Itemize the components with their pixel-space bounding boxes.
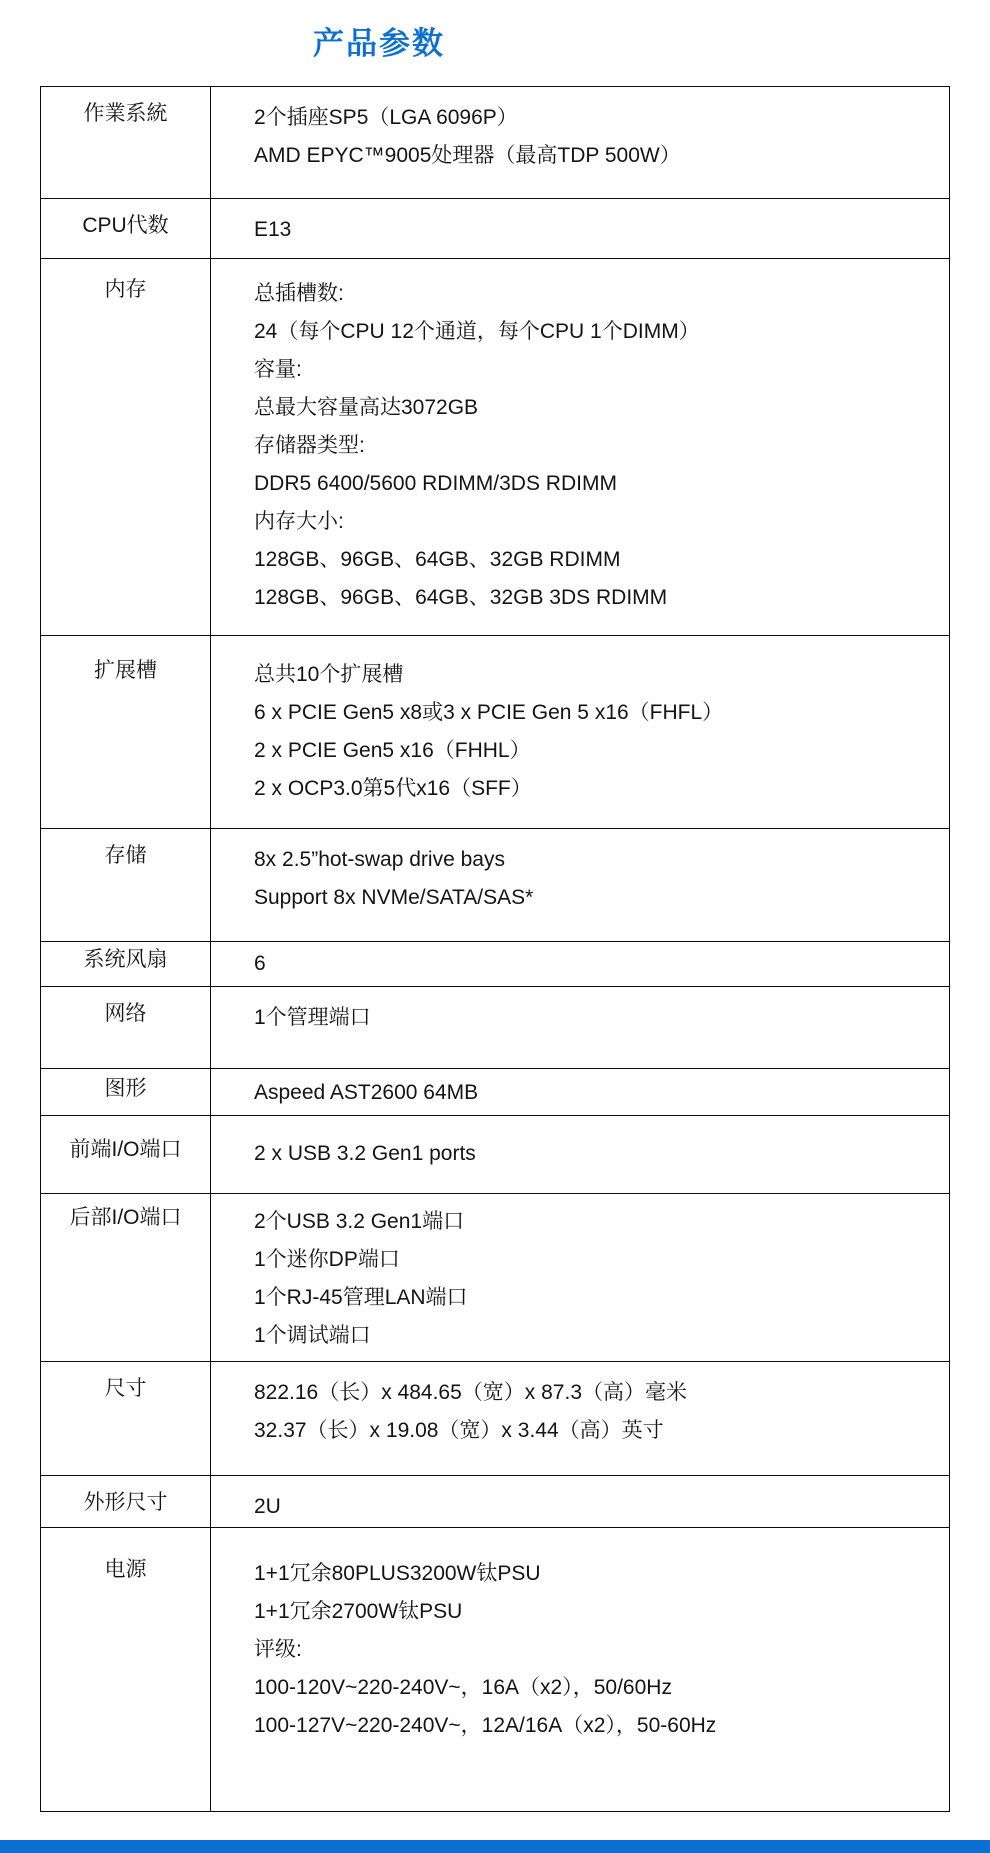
spec-row [41,1116,950,1194]
spec-label: 作業系統 [41,87,211,199]
spec-line: 存储器类型: [254,434,365,457]
spec-line: 容量: [254,358,302,381]
spec-line: 2 x OCP3.0第5代x16（SFF） [254,777,532,800]
spec-line: 1个调试端口 [254,1324,371,1347]
spec-row [41,1362,950,1476]
spec-line: 总插槽数: [254,282,344,305]
spec-line: 100-120V~220-240V~，16A（x2），50/60Hz [254,1676,672,1699]
spec-value [211,1362,950,1476]
spec-line: 1+1冗余80PLUS3200W钛PSU [254,1562,541,1585]
spec-line: 1个RJ-45管理LAN端口 [254,1286,468,1309]
spec-row [41,1476,950,1528]
spec-line: 822.16（长）x 484.65（宽）x 87.3（高）毫米 [254,1381,688,1404]
spec-label: CPU代数 [41,199,211,259]
spec-row [41,1069,950,1116]
spec-row [41,1194,950,1362]
spec-line: Aspeed AST2600 64MB [254,1081,479,1104]
spec-line: Support 8x NVMe/SATA/SAS* [254,886,534,909]
spec-line: 1+1冗余2700W钛PSU [254,1600,463,1623]
spec-value [211,942,950,987]
spec-line: 评级: [254,1638,302,1661]
spec-line: 2 x PCIE Gen5 x16（FHHL） [254,739,531,762]
spec-line: 总最大容量高达3072GB [254,396,479,419]
spec-table-body [41,87,950,1812]
spec-value [211,87,950,199]
spec-row [41,87,950,199]
spec-line: 8x 2.5”hot-swap drive bays [254,848,505,871]
spec-row [41,259,950,636]
spec-label: 外形尺寸 [41,1476,211,1528]
spec-label: 扩展槽 [41,636,211,829]
spec-table [40,86,950,1812]
spec-line: 1个迷你DP端口 [254,1248,400,1271]
spec-label: 系统风扇 [41,942,211,987]
spec-value [211,829,950,942]
spec-line: E13 [254,218,292,241]
spec-line: 24（每个CPU 12个通道，每个CPU 1个DIMM） [254,320,700,343]
spec-line: 2个插座SP5（LGA 6096P） [254,106,518,129]
spec-label: 存储 [41,829,211,942]
spec-line: 100-127V~220-240V~，12A/16A（x2），50-60Hz [254,1714,717,1737]
spec-line: 128GB、96GB、64GB、32GB 3DS RDIMM [254,586,668,609]
spec-line: 总共10个扩展槽 [254,663,404,686]
spec-row [41,199,950,259]
spec-value [211,1116,950,1194]
spec-line: 2个USB 3.2 Gen1端口 [254,1210,465,1233]
spec-label: 前端I/O端口 [41,1116,211,1194]
spec-value [211,1194,950,1362]
spec-line: 内存大小: [254,510,344,533]
spec-value [211,1069,950,1116]
spec-row [41,1528,950,1812]
spec-line: DDR5 6400/5600 RDIMM/3DS RDIMM [254,472,617,495]
spec-line: 2 x USB 3.2 Gen1 ports [254,1142,476,1165]
spec-label: 图形 [41,1069,211,1116]
spec-row [41,636,950,829]
spec-value [211,259,950,636]
spec-label: 尺寸 [41,1362,211,1476]
spec-line: 6 [254,952,266,975]
spec-value [211,1476,950,1528]
spec-line: 6 x PCIE Gen5 x8或3 x PCIE Gen 5 x16（FHFL） [254,701,724,724]
spec-value [211,1528,950,1812]
spec-row [41,987,950,1069]
spec-label: 内存 [41,259,211,636]
spec-value [211,199,950,259]
spec-label: 网络 [41,987,211,1069]
page-title: 产品参数 [313,26,445,61]
spec-line: 1个管理端口 [254,1006,371,1029]
spec-line: AMD EPYC™9005处理器（最高TDP 500W） [254,144,681,167]
spec-line: 2U [254,1495,281,1518]
spec-label: 电源 [41,1528,211,1812]
spec-label: 后部I/O端口 [41,1194,211,1362]
spec-value [211,636,950,829]
bottom-accent-bar [0,1840,990,1853]
spec-line: 128GB、96GB、64GB、32GB RDIMM [254,548,621,571]
spec-row [41,829,950,942]
spec-value [211,987,950,1069]
spec-row [41,942,950,987]
spec-line: 32.37（长）x 19.08（宽）x 3.44（高）英寸 [254,1419,664,1442]
